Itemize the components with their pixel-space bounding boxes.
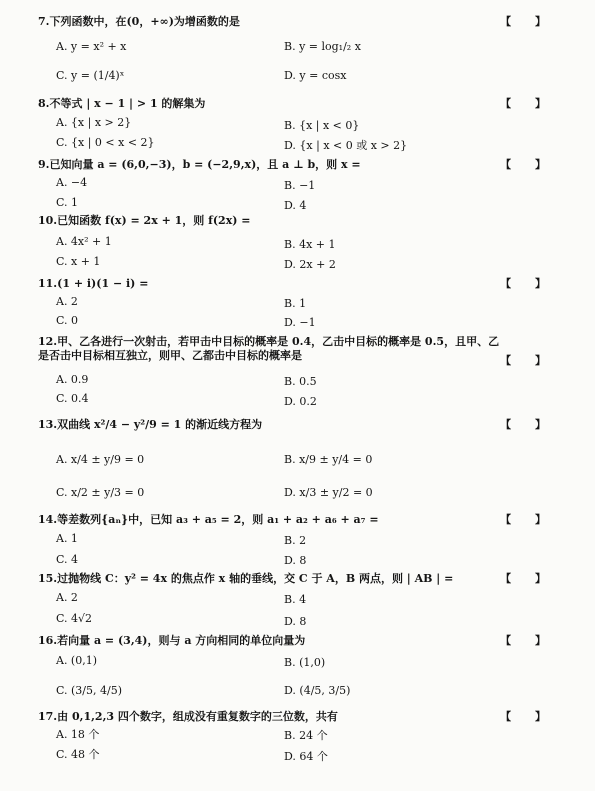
- question-stem: 15.过抛物线 C：y² = 4x 的焦点作 x 轴的垂线，交 C 于 A，B 两点，则 | AB | =: [38, 572, 454, 585]
- option-b: B. y = log₁/₂ x: [284, 40, 361, 53]
- option-a: A. −4: [56, 176, 88, 189]
- answer-bracket: 【 】: [500, 15, 556, 28]
- option-b: B. 24 个: [284, 729, 328, 742]
- question-7: [38, 15, 578, 82]
- option-b: B. (1,0): [284, 656, 326, 669]
- option-a: A. {x | x > 2}: [56, 116, 132, 129]
- option-b: B. x/9 ± y/4 = 0: [284, 453, 373, 466]
- option-a: A. 4x² + 1: [56, 235, 112, 248]
- question-stem: 8.不等式 | x − 1 | > 1 的解集为: [38, 97, 206, 110]
- option-c: C. x + 1: [56, 255, 101, 268]
- question-stem: 13.双曲线 x²/4 − y²/9 = 1 的渐近线方程为: [38, 418, 263, 431]
- question-14: [38, 513, 578, 567]
- option-d: D. y = cosx: [284, 69, 347, 82]
- option-a: A. x/4 ± y/9 = 0: [56, 453, 145, 466]
- option-c: C. {x | 0 < x < 2}: [56, 136, 155, 149]
- question-12: [38, 335, 578, 408]
- option-d: D. 8: [284, 554, 307, 567]
- option-d: D. −1: [284, 316, 316, 329]
- option-b: B. −1: [284, 179, 316, 192]
- answer-bracket: 【 】: [500, 354, 556, 367]
- question-16: [38, 634, 578, 697]
- question-stem: 16.若向量 a = (3,4)，则与 a 方向相同的单位向量为: [38, 634, 306, 647]
- question-15: [38, 572, 578, 628]
- answer-bracket: 【 】: [500, 158, 556, 171]
- answer-bracket: 【 】: [500, 572, 556, 585]
- option-c: C. (3/5, 4/5): [56, 684, 122, 697]
- option-a: A. y = x² + x: [56, 40, 127, 53]
- option-d: D. 0.2: [284, 395, 317, 408]
- option-d: D. 2x + 2: [284, 258, 336, 271]
- question-stem: 10.已知函数 f(x) = 2x + 1，则 f(2x) =: [38, 214, 251, 227]
- answer-bracket: 【 】: [500, 418, 556, 431]
- question-17: [38, 710, 578, 763]
- option-c: C. y = (1/4)ˣ: [56, 69, 125, 82]
- answer-bracket: 【 】: [500, 97, 556, 110]
- option-c: C. 4√2: [56, 612, 93, 625]
- question-stem: 12.甲、乙各进行一次射击，若甲击中目标的概率是 0.4，乙击中目标的概率是 0.5，且甲、乙是否击中目标相互独立，则甲、乙都击中目标的概率是: [38, 335, 500, 362]
- option-c: C. 4: [56, 553, 79, 566]
- option-c: C. 0: [56, 314, 79, 327]
- question-stem: 14.等差数列{aₙ}中，已知 a₃ + a₅ = 2，则 a₁ + a₂ + a₆ + a₇ =: [38, 513, 379, 526]
- option-a: A. 18 个: [56, 728, 100, 741]
- question-stem: 11.(1 + i)(1 − i) =: [38, 277, 149, 290]
- option-a: A. 0.9: [56, 373, 89, 386]
- option-b: B. 2: [284, 534, 307, 547]
- answer-bracket: 【 】: [500, 710, 556, 723]
- option-a: A. 1: [56, 532, 78, 545]
- question-13: [38, 418, 578, 499]
- option-c: C. 1: [56, 196, 79, 209]
- option-a: A. 2: [56, 591, 78, 604]
- option-d: D. {x | x < 0 或 x > 2}: [284, 139, 408, 152]
- option-c: C. x/2 ± y/3 = 0: [56, 486, 145, 499]
- answer-bracket: 【 】: [500, 277, 556, 290]
- option-b: B. 1: [284, 297, 307, 310]
- question-stem: 9.已知向量 a = (6,0,−3)，b = (−2,9,x)，且 a ⊥ b，则 x =: [38, 158, 361, 171]
- question-stem: 7.下列函数中，在(0，+∞)为增函数的是: [38, 15, 240, 28]
- option-d: D. 64 个: [284, 750, 328, 763]
- option-c: C. 0.4: [56, 392, 89, 405]
- question-8: [38, 97, 578, 152]
- question-10: [38, 214, 578, 271]
- option-a: A. 2: [56, 295, 78, 308]
- option-d: D. 8: [284, 615, 307, 628]
- answer-bracket: 【 】: [500, 513, 556, 526]
- answer-bracket: 【 】: [500, 634, 556, 647]
- option-d: D. 4: [284, 199, 307, 212]
- option-b: B. 0.5: [284, 375, 317, 388]
- question-stem: 17.由 0,1,2,3 四个数字，组成没有重复数字的三位数，共有: [38, 710, 338, 723]
- option-b: B. 4x + 1: [284, 238, 336, 251]
- option-d: D. x/3 ± y/2 = 0: [284, 486, 373, 499]
- option-d: D. (4/5, 3/5): [284, 684, 351, 697]
- option-b: B. 4: [284, 593, 307, 606]
- option-c: C. 48 个: [56, 748, 100, 761]
- option-b: B. {x | x < 0}: [284, 119, 360, 132]
- question-11: [38, 277, 578, 329]
- option-a: A. (0,1): [56, 654, 98, 667]
- question-9: [38, 158, 578, 212]
